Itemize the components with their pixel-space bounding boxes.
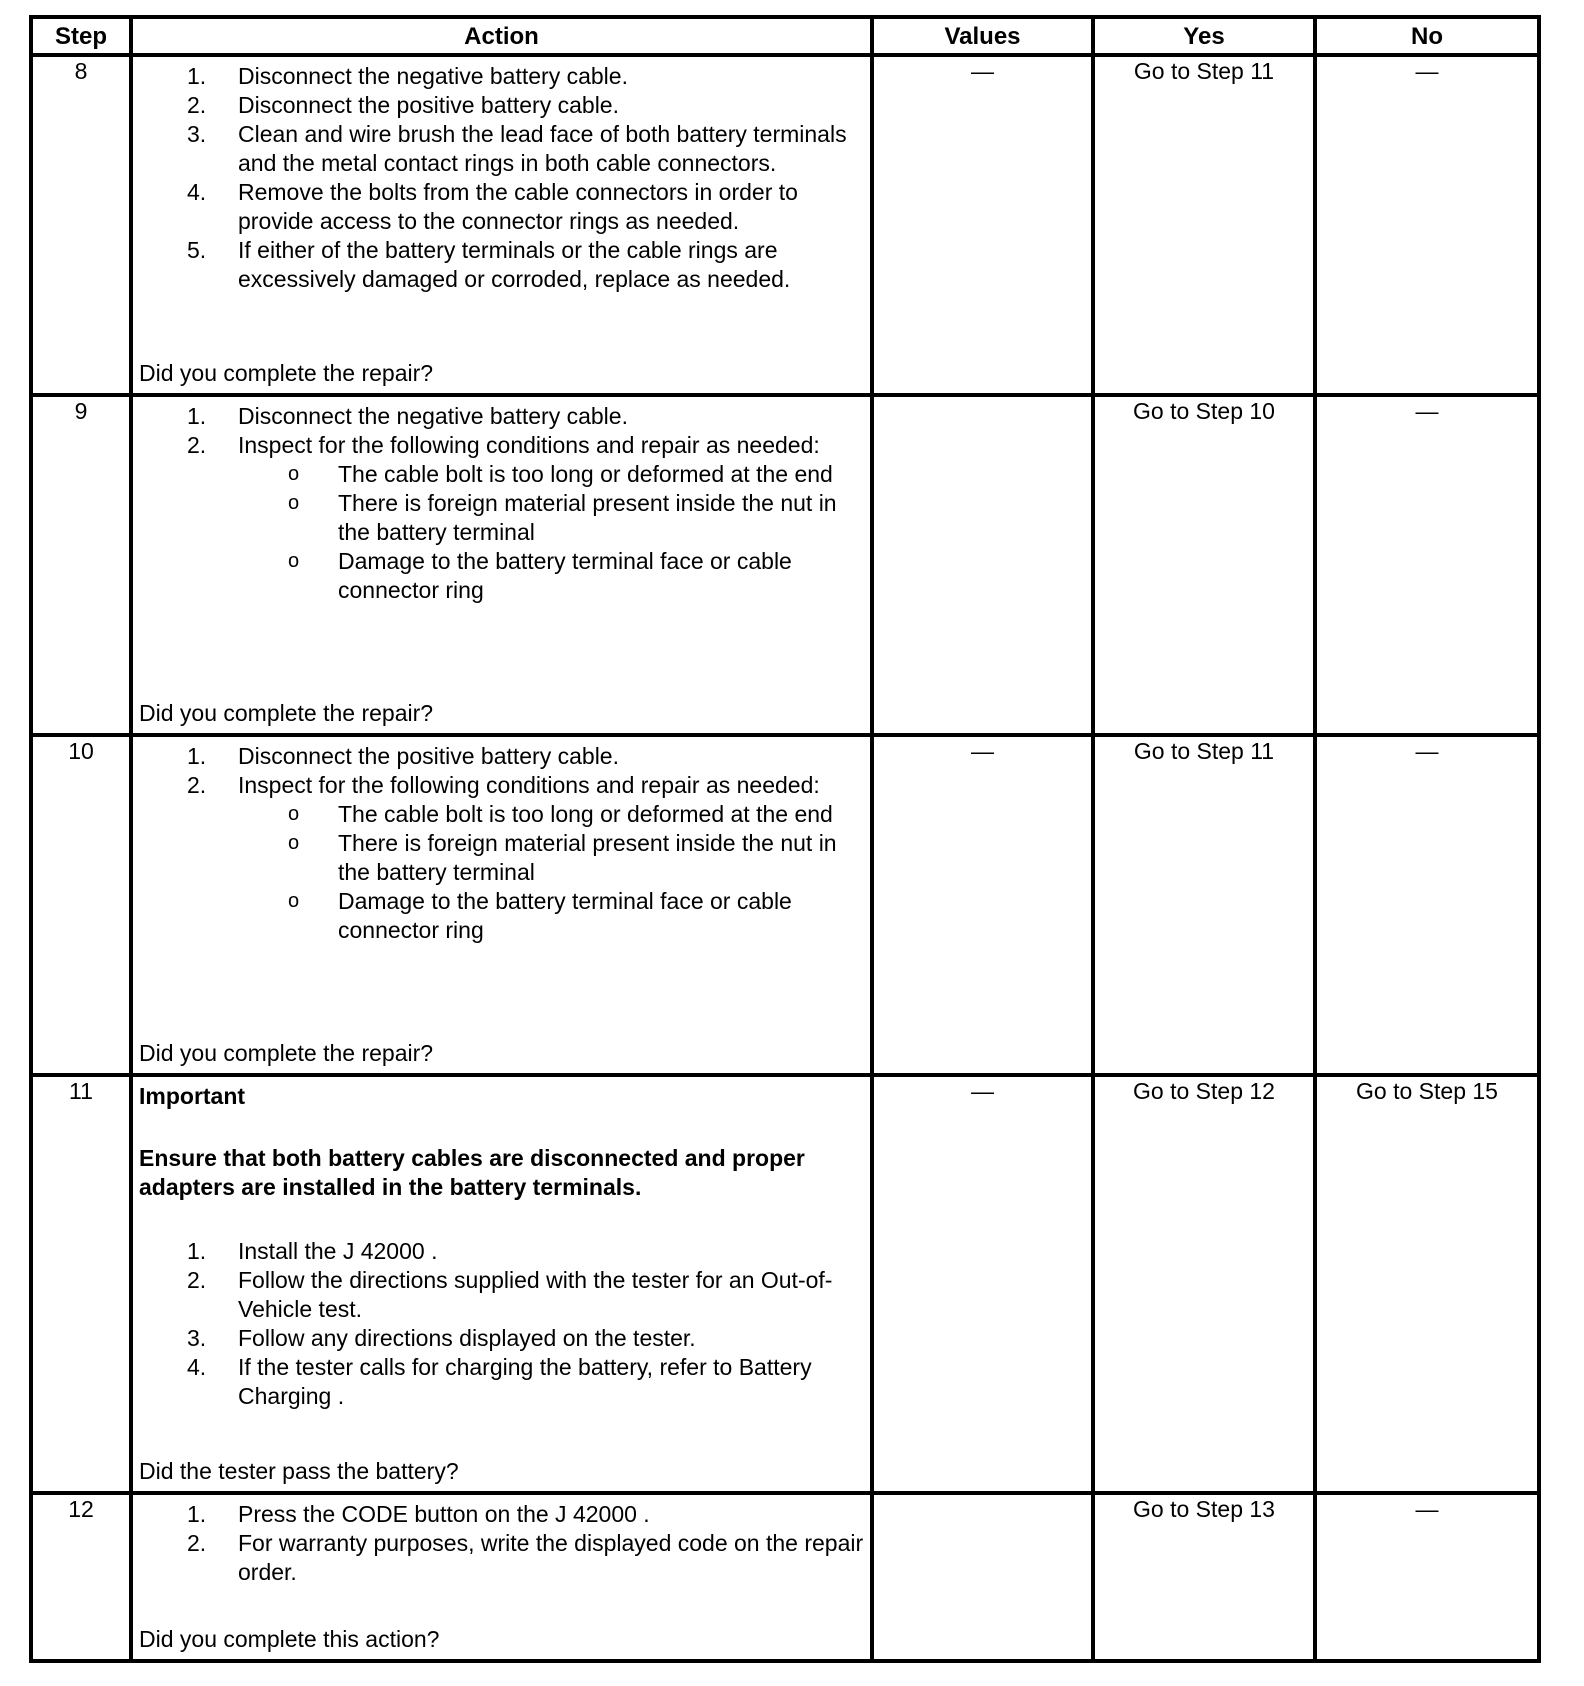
yes-cell (1093, 395, 1315, 735)
diagnostic-table-page (29, 15, 1537, 1663)
question-text: Did you complete the repair? (139, 360, 434, 386)
condition-text: The cable bolt is too long or deformed at the end (338, 801, 833, 827)
condition-item (139, 460, 864, 489)
step-text: Inspect for the following conditions and repair as needed: (238, 772, 820, 798)
action-step (139, 771, 864, 945)
action-cell (131, 735, 872, 1075)
step-text: Follow any directions displayed on the tester. (238, 1325, 696, 1351)
no-cell (1315, 1075, 1539, 1493)
header-values: Values (872, 17, 1093, 55)
step-number: 8 (31, 55, 131, 395)
step-number: 9 (31, 395, 131, 735)
condition-item (139, 547, 864, 605)
header-step: Step (31, 17, 131, 55)
step-text: Clean and wire brush the lead face of both battery terminals and the metal contact rings in both cable connectors. (238, 121, 847, 176)
step-index: 1. (187, 403, 207, 429)
step-text: Disconnect the positive battery cable. (238, 743, 619, 769)
action-step (139, 742, 864, 771)
yes-cell (1093, 1493, 1315, 1661)
step-index: 3. (187, 121, 207, 147)
table-row (31, 1075, 1539, 1493)
circle-bullet-icon: o (288, 803, 300, 825)
action-step (139, 91, 864, 120)
yes-result: Go to Step 11 (1133, 738, 1275, 764)
action-steps-list (139, 402, 864, 605)
no-cell (1315, 395, 1539, 735)
step-index: 4. (187, 1354, 207, 1380)
action-content (133, 1077, 870, 1487)
condition-text: Damage to the battery terminal face or cable connector ring (338, 888, 792, 943)
step-number: 11 (31, 1075, 131, 1493)
action-step (139, 178, 864, 236)
no-result: — (1415, 398, 1439, 424)
action-step (139, 431, 864, 605)
condition-text: The cable bolt is too long or deformed at the end (338, 461, 833, 487)
condition-item (139, 800, 864, 829)
values-cell: — (872, 1075, 1093, 1493)
step-text: For warranty purposes, write the displayed code on the repair order. (238, 1530, 864, 1585)
header-row (31, 17, 1539, 55)
condition-list (238, 800, 864, 945)
table-row (31, 1493, 1539, 1661)
table-row (31, 395, 1539, 735)
step-text: If either of the battery terminals or the cable rings are excessively damaged or corroded, replace as needed. (238, 237, 791, 292)
step-index: 3. (187, 1325, 207, 1351)
circle-bullet-icon: o (288, 890, 300, 912)
step-text: Disconnect the negative battery cable. (238, 63, 628, 89)
action-step (139, 62, 864, 91)
action-cell (131, 1075, 872, 1493)
condition-item (139, 887, 864, 945)
no-result: — (1415, 738, 1439, 764)
yes-cell (1093, 735, 1315, 1075)
action-steps-list (139, 62, 864, 294)
condition-text: There is foreign material present inside the nut in the battery terminal (338, 490, 837, 545)
action-cell (131, 55, 872, 395)
step-index: 1. (187, 1238, 207, 1264)
values-cell: — (872, 55, 1093, 395)
yes-cell (1093, 55, 1315, 395)
action-content (133, 57, 870, 389)
values-cell: — (872, 735, 1093, 1075)
no-cell (1315, 1493, 1539, 1661)
header-yes: Yes (1093, 17, 1315, 55)
step-index: 2. (187, 1530, 207, 1556)
header-action: Action (131, 17, 872, 55)
no-cell (1315, 55, 1539, 395)
step-index: 2. (187, 1267, 207, 1293)
condition-list (238, 460, 864, 605)
important-title: Important (139, 1083, 246, 1109)
circle-bullet-icon: o (288, 463, 300, 485)
table-row (31, 735, 1539, 1075)
no-result: — (1415, 58, 1439, 84)
action-steps-list (139, 1237, 864, 1411)
action-content (133, 1495, 870, 1655)
step-index: 4. (187, 179, 207, 205)
step-text: Remove the bolts from the cable connectors in order to provide access to the connector rings as needed. (238, 179, 798, 234)
yes-result: Go to Step 12 (1133, 1078, 1275, 1104)
step-text: Follow the directions supplied with the tester for an Out-of-Vehicle test. (238, 1267, 833, 1322)
circle-bullet-icon: o (288, 550, 300, 572)
no-result: — (1415, 1496, 1439, 1522)
step-number: 10 (31, 735, 131, 1075)
condition-item (139, 489, 864, 547)
question-text: Did the tester pass the battery? (139, 1458, 459, 1484)
diagnostic-table (29, 15, 1541, 1663)
step-text: Inspect for the following conditions and repair as needed: (238, 432, 820, 458)
step-text: Disconnect the negative battery cable. (238, 403, 628, 429)
step-index: 1. (187, 743, 207, 769)
action-step (139, 402, 864, 431)
condition-text: Damage to the battery terminal face or cable connector ring (338, 548, 792, 603)
step-text: Disconnect the positive battery cable. (238, 92, 619, 118)
no-cell (1315, 735, 1539, 1075)
action-steps-list (139, 1500, 864, 1587)
question-text: Did you complete the repair? (139, 1040, 434, 1066)
action-step (139, 1266, 864, 1324)
yes-result: Go to Step 10 (1133, 398, 1275, 424)
condition-item (139, 829, 864, 887)
step-text: If the tester calls for charging the battery, refer to Battery Charging . (238, 1354, 812, 1409)
action-cell (131, 1493, 872, 1661)
step-index: 1. (187, 1501, 207, 1527)
header-no: No (1315, 17, 1539, 55)
values-cell (872, 1493, 1093, 1661)
action-step (139, 1529, 864, 1587)
question-text: Did you complete this action? (139, 1626, 440, 1652)
action-step (139, 120, 864, 178)
step-index: 5. (187, 237, 207, 263)
table-row (31, 55, 1539, 395)
important-text: Ensure that both battery cables are disconnected and proper adapters are installed in the battery terminals. (139, 1145, 805, 1200)
yes-cell (1093, 1075, 1315, 1493)
yes-result: Go to Step 13 (1133, 1496, 1275, 1522)
action-content (133, 737, 870, 1069)
step-index: 1. (187, 63, 207, 89)
step-index: 2. (187, 432, 207, 458)
action-step (139, 236, 864, 294)
action-step (139, 1237, 864, 1266)
action-step (139, 1500, 864, 1529)
step-text: Press the CODE button on the J 42000 . (238, 1501, 650, 1527)
step-number: 12 (31, 1493, 131, 1661)
step-index: 2. (187, 772, 207, 798)
step-text: Install the J 42000 . (238, 1238, 438, 1264)
circle-bullet-icon: o (288, 492, 300, 514)
values-cell (872, 395, 1093, 735)
question-text: Did you complete the repair? (139, 700, 434, 726)
action-step (139, 1353, 864, 1411)
action-content (133, 397, 870, 729)
condition-text: There is foreign material present inside the nut in the battery terminal (338, 830, 837, 885)
action-steps-list (139, 742, 864, 945)
circle-bullet-icon: o (288, 832, 300, 854)
action-step (139, 1324, 864, 1353)
step-index: 2. (187, 92, 207, 118)
no-result: Go to Step 15 (1356, 1078, 1498, 1104)
yes-result: Go to Step 11 (1133, 58, 1275, 84)
action-cell (131, 395, 872, 735)
